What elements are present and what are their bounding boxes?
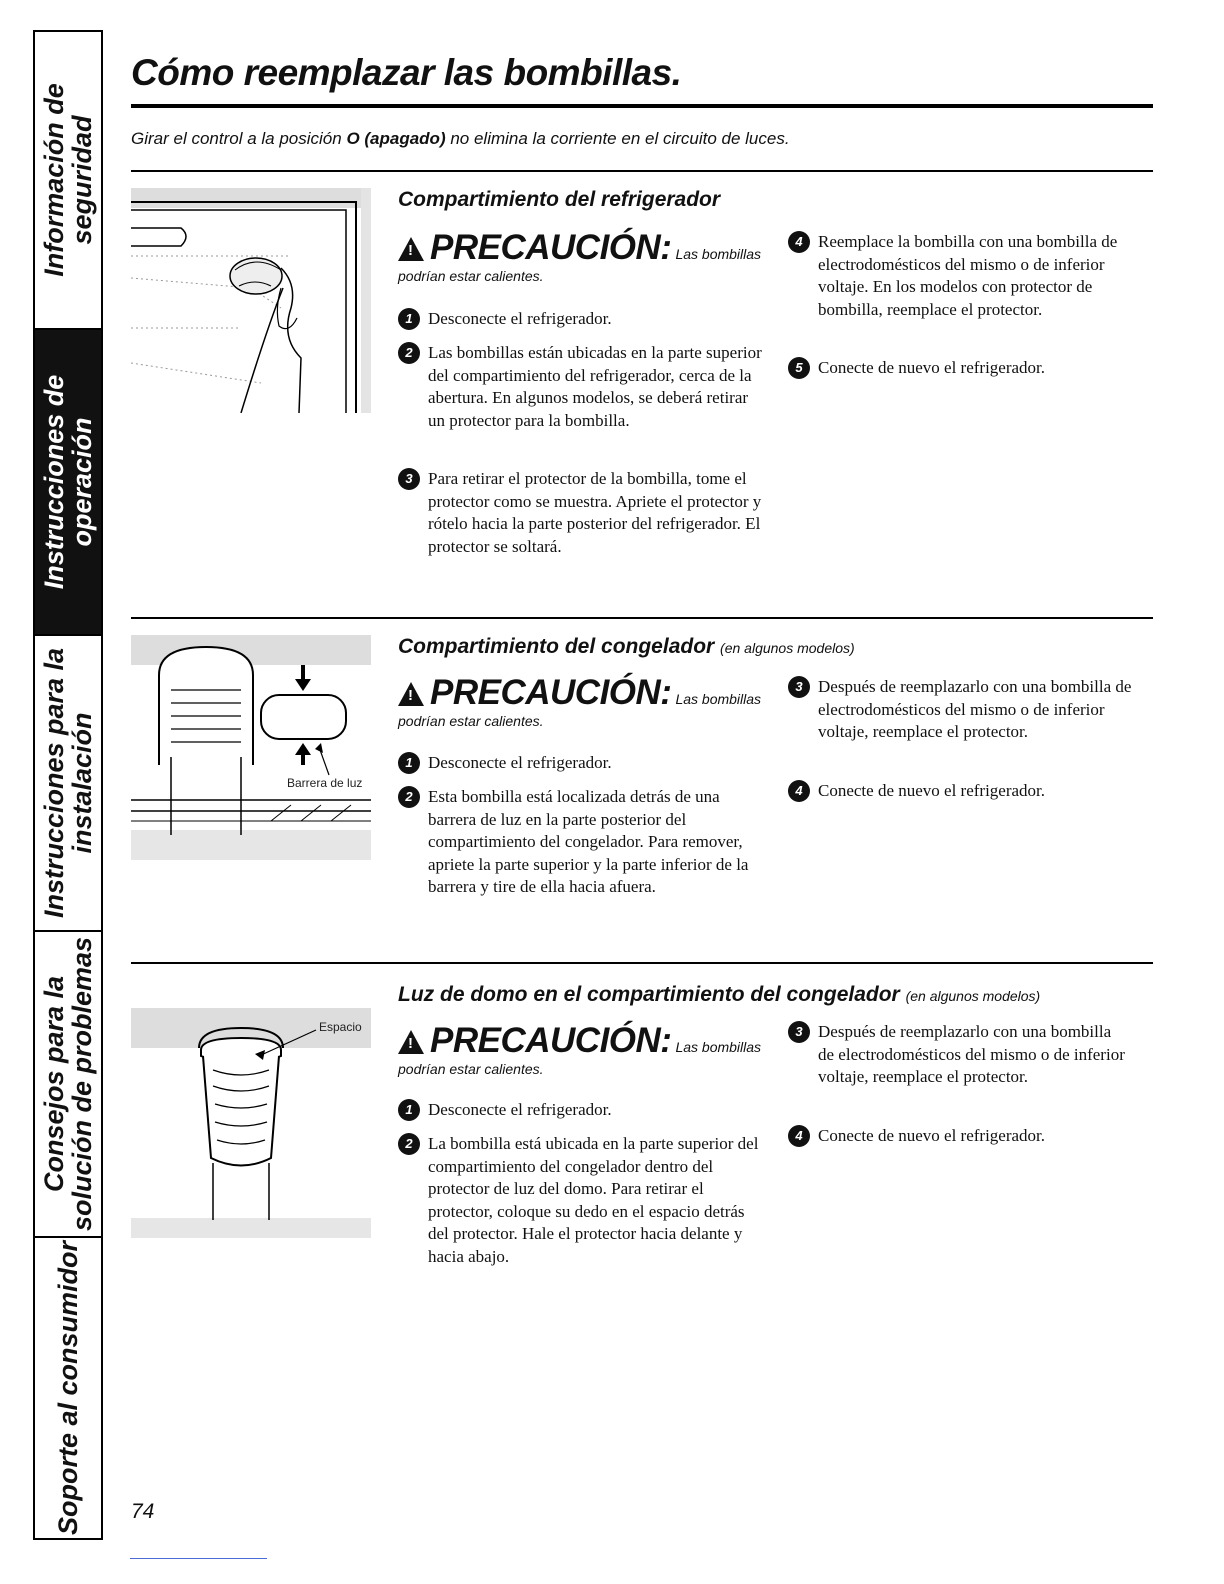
warning-triangle-icon	[398, 682, 424, 706]
footer-line	[130, 1558, 267, 1559]
tab-instrucciones-instalacion[interactable]	[35, 636, 101, 932]
step-number-icon: 2	[398, 1133, 420, 1155]
step-2: 2 Las bombillas están ubicadas en la parte superior del compartimiento del refrigerador, cerca de la abertura. En algunos modelos, se deberá retirar un protector para la bombilla.	[398, 342, 768, 432]
tab-consejos-problemas[interactable]	[35, 932, 101, 1238]
intro-text: Girar el control a la posición O (apagado) no elimina la corriente en el circuito de luces.	[131, 129, 790, 148]
tab-label: Información de seguridad	[39, 83, 97, 277]
title-rule	[131, 104, 1153, 108]
tab-label: Instrucciones de operación	[39, 374, 97, 590]
refrigerator-light-figure	[131, 188, 371, 413]
side-navigation-tabs	[33, 30, 103, 1540]
step-number-icon: 2	[398, 342, 420, 364]
tab-label: Instrucciones para la instalación	[39, 647, 97, 919]
section-title: Compartimiento del congelador (en algunos modelos)	[398, 635, 855, 658]
dome-light-figure	[131, 1008, 371, 1238]
step-4: 4 Conecte de nuevo el refrigerador.	[788, 780, 1148, 803]
tab-soporte-consumidor[interactable]	[35, 1238, 101, 1538]
step-number-icon: 1	[398, 308, 420, 330]
section-title: Compartimiento del refrigerador	[398, 188, 721, 211]
tab-label: Consejos para la solución de problemas	[39, 936, 97, 1232]
step-number-icon: 1	[398, 1099, 420, 1121]
tab-informacion-seguridad[interactable]	[35, 32, 101, 330]
step-1: 1 Desconecte el refrigerador.	[398, 308, 768, 331]
caution-block: !PRECAUCIÓN: Las bombillas podrían estar calientes.	[398, 1021, 768, 1079]
warning-triangle-icon	[398, 1030, 424, 1054]
step-number-icon: 2	[398, 786, 420, 808]
step-number-icon: 3	[788, 676, 810, 698]
step-number-icon: 4	[788, 1125, 810, 1147]
page-number: 74	[131, 1500, 155, 1523]
step-3: 3 Después de reemplazarlo con una bombilla de electrodomésticos del mismo o de inferior voltaje, reemplace el protector.	[788, 676, 1148, 744]
figure-label: Espacio	[319, 1020, 362, 1034]
step-2: 2 La bombilla está ubicada en la parte superior del compartimiento del congelador dentro del protector de luz del domo. Para retirar el protector, coloque su dedo en el espacio detrás del protector. Hale el protector hacia delante y hacia abajo.	[398, 1133, 768, 1268]
section-rule	[131, 170, 1153, 172]
section-rule	[131, 617, 1153, 619]
figure-label: Barrera de luz	[287, 776, 363, 790]
step-1: 1 Desconecte el refrigerador.	[398, 752, 768, 775]
freezer-light-figure	[131, 635, 371, 860]
step-number-icon: 1	[398, 752, 420, 774]
step-number-icon: 4	[788, 780, 810, 802]
step-4: 4 Reemplace la bombilla con una bombilla de electrodomésticos del mismo o de inferior voltaje. En los modelos con protector de bombilla, reemplace el protector.	[788, 231, 1138, 321]
step-3: 3 Para retirar el protector de la bombilla, tome el protector como se muestra. Apriete el protector y rótelo hacia la parte posterior del refrigerador. El protector se soltará.	[398, 468, 768, 558]
step-3: 3 Después de reemplazarlo con una bombilla de electrodomésticos del mismo o de inferior voltaje, reemplace el protector.	[788, 1021, 1128, 1089]
step-number-icon: 4	[788, 231, 810, 253]
step-5: 5 Conecte de nuevo el refrigerador.	[788, 357, 1138, 380]
step-4: 4 Conecte de nuevo el refrigerador.	[788, 1125, 1128, 1148]
tab-instrucciones-operacion[interactable]	[35, 330, 101, 636]
step-number-icon: 3	[788, 1021, 810, 1043]
step-2: 2 Esta bombilla está localizada detrás de una barrera de luz en la parte posterior del compartimiento del congelador. Para remover, apriete la parte superior y la parte inferior de la barrera y tire de ella hacia afuera.	[398, 786, 768, 899]
section-rule	[131, 962, 1153, 964]
section-title: Luz de domo en el compartimiento del congelador (en algunos modelos)	[398, 983, 1041, 1006]
page-title: Cómo reemplazar las bombillas.	[131, 52, 682, 93]
step-1: 1 Desconecte el refrigerador.	[398, 1099, 768, 1122]
step-number-icon: 3	[398, 468, 420, 490]
caution-block: !PRECAUCIÓN: Las bombillas podrían estar calientes.	[398, 228, 768, 286]
tab-label: Soporte al consumidor	[53, 1240, 83, 1536]
step-number-icon: 5	[788, 357, 810, 379]
caution-block: !PRECAUCIÓN: Las bombillas podrían estar calientes.	[398, 673, 768, 731]
warning-triangle-icon	[398, 237, 424, 261]
